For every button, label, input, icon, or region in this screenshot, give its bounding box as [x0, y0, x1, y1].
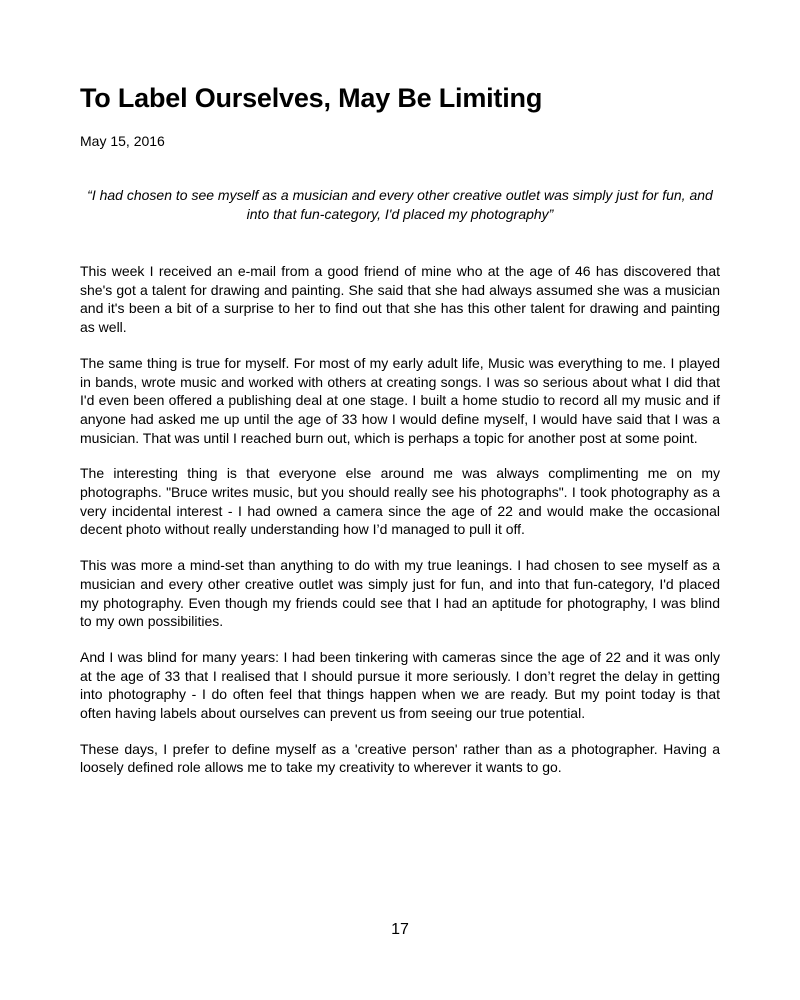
article-date: May 15, 2016 — [80, 133, 165, 149]
paragraph: This week I received an e-mail from a good friend of mine who at the age of 46 has discovered that she's got a talent for drawing and painting. She said that she had always assumed she was a musician and it's been a bit of a surprise to her to find out that she has this other talent for drawing and painting as well. — [80, 263, 720, 336]
pull-quote: “I had chosen to see myself as a musician and every other creative outlet was simply just for fun, and into that fun-category, I'd placed my photography” — [87, 187, 713, 222]
paragraph: The same thing is true for myself. For most of my early adult life, Music was everything to me. I played in bands, wrote music and worked with others at creating songs. I was so serious about what I did that I'd even been offered a publishing deal at one stage. I built a home studio to record all my music and if anyone had asked me up until the age of 33 how I would define myself, I would have said that I was a musician. That was until I reached burn out, which is perhaps a topic for another post at some point. — [80, 354, 720, 446]
paragraph: These days, I prefer to define myself as a 'creative person' rather than as a photographer. Having a loosely defined role allows me to take my creativity to wherever it wants to go. — [80, 740, 720, 776]
page-number: 17 — [391, 921, 409, 938]
paragraph: And I was blind for many years: I had been tinkering with cameras since the age of 22 and it was only at the age of 33 that I realised that I should pursue it more seriously. I don’t regret the delay in getting into photography - I do often feel that things happen when we are ready. But my point today is that often having labels about ourselves can prevent us from seeing our true potential. — [80, 648, 720, 722]
paragraph: The interesting thing is that everyone else around me was always complimenting me on my photographs. "Bruce writes music, but you should really see his photographs". I took photography as a very incidental interest - I had owned a camera since the age of 22 and would make the occasional decent photo without really understanding how I’d managed to pull it off. — [80, 465, 720, 538]
article-title: To Label Ourselves, May Be Limiting — [80, 83, 543, 113]
paragraph: This was more a mind-set than anything to do with my true leanings. I had chosen to see myself as a musician and every other creative outlet was simply just for fun, and into that fun-category, I'd placed my photography. Even though my friends could see that I had an aptitude for photography, I was blind to my own possibilities. — [80, 557, 720, 630]
article-body — [80, 262, 720, 794]
